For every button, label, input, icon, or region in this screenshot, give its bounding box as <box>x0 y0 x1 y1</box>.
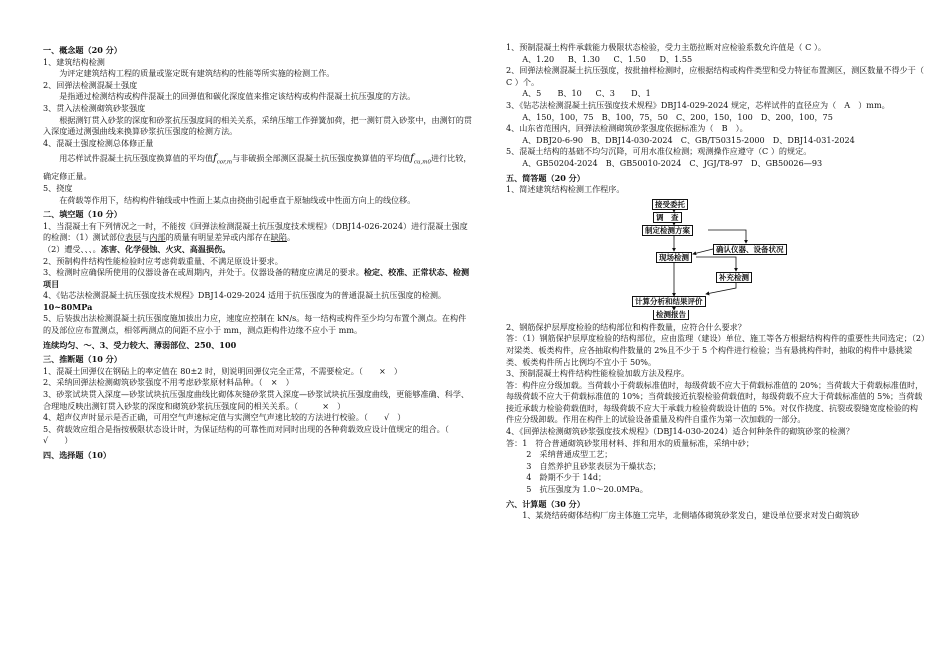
short-answer-2: 2、钢筋保护层厚度检验的结构部位和构件数量，应符合什么要求？ <box>506 321 746 332</box>
formula-f-cu: $f_{cu,m0}$ <box>410 153 431 166</box>
choice-4: 4、山东省范围内，回弹法检测砌筑砂浆强度依据标准为（ B ）。 <box>506 123 748 134</box>
short-answer-4-response-1: 答：1 符合普通砌筑砂浆用材料、拌和用水的质量标准，采纳中砂； <box>506 437 754 448</box>
fill-1-part-2: （2）遭受、、、。冻害、化学侵蚀、火灾、高温损伤。 <box>43 243 231 254</box>
fill-3: 3、检测时应确保所使用的仪器设备在或周期内，并处于。仪器设备的精度应满足的要求。检定、校准、正常状态、检测项目 <box>43 267 470 289</box>
concept-4-body: 用芯样试件混凝土抗压强度换算值的平均值$f_{cor,m}$与非破损全部测区混凝土抗压强度换算值的平均值$f_{cu,m0}$进行比较，确定修正量。 <box>43 153 472 181</box>
choice-5-options: A、GB50204-2024 B、GB50010-2024 C、JGJ/T8-97 D、GB50026—93 <box>522 157 823 168</box>
flow-step-supplementary-testing: 补充检测 <box>716 272 752 283</box>
flow-step-test-report: 检测报告 <box>653 310 689 320</box>
short-answer-2-response: 答：（1）钢筋保护层厚度检验的结构部位，应由监理（建设）单位、施工等各方根据结构构件的重要性共同选定；（2）对梁类、板类构件，应各抽取构件数量的 2%且不少于 5 个构件进行检验；当有悬挑构件时，抽取的构件中悬挑梁类、板类构件所占比例均不宜小于 50%。 <box>506 333 926 367</box>
flow-step-onsite-testing: 现场检测 <box>656 252 692 263</box>
fill-4-answer: 10~80MPa <box>43 301 93 312</box>
concept-5-body: 在荷载等作用下，结构构件轴线或中性面上某点由挠曲引起垂直于原轴线或中性面方向上的线位移。 <box>59 194 416 205</box>
concept-1-title: 1、建筑结构检测 <box>43 56 105 67</box>
short-answer-3: 3、预制混凝土构件结构性能检验加载方法及程序。 <box>506 368 690 379</box>
concept-4-title: 4、混凝土强度检测总体修正量 <box>43 137 154 148</box>
calc-question-1: 1、某烧结砖砌体结构厂房主体施工完毕，北侧墙体砌筑砂浆发白，建设单位要求对发白砌筑砂 <box>522 510 860 521</box>
choice-3-options: A、150，100，75 B、100，75，50 C、200，150，100 D、200，100，75 <box>522 111 833 122</box>
judge-3: 3、砂浆试块贯入深度—砂浆试块抗压强度曲线比砌体灰缝砂浆贯入深度—砂浆试块抗压强度曲线，更能够准确、科学、合理地反映出测钉贯入砂浆的深度和砌筑砂浆抗压强度间的相关关系。（ × ） <box>43 389 470 411</box>
concept-2-title: 2、回弹法检测混凝土强度 <box>43 79 138 90</box>
condition-item: 4 龄期不少于 14d； <box>526 472 607 483</box>
judge-1: 1、混凝土回弹仪在钢砧上的率定值在 80±2 时，则说明回弹仪完全正常，不需要检定。（ × ） <box>43 365 403 376</box>
right-column <box>506 42 926 522</box>
fill-5-answer: 连续均匀、～、3、受力较大、薄弱部位、250、100 <box>43 339 237 350</box>
concept-2-body: 是指通过检测结构或构件混凝土的回弹值和碳化深度值来推定该结构或构件混凝土抗压强度的方法。 <box>59 91 416 102</box>
fill-5: 5、后装拔出法检测混凝土抗压强度施加拔出力应，速度应控制在 kN/s。每一结构或构件至少均匀布置个测点。在构件的及部位应布置测点，相邻两测点的间距不应小于 mm，测点距构件边缘不应小于 mm。 <box>43 313 467 336</box>
left-column <box>43 42 473 462</box>
choice-1-options: A、1.20 B、1.30 C、1.50 D、1.55 <box>522 53 693 64</box>
choice-1: 1、预制混凝土构件承载能力极限状态检验，受力主筋拉断对应检验系数允许值是（ C ）。 <box>506 42 827 52</box>
choice-3: 3、《钻芯法检测混凝土抗压强度技术规程》DBJ14-029-2024 规定，芯样试件的直径应为（ A ）mm。 <box>506 99 890 110</box>
fill-1: 1、当混凝土有下列情况之一时，不能按《回弹法检测混凝土抗压强度技术规程》（DBJ14-026-2024）进行混凝土强度的检测：（1）测试部位表层与内部的质量有明显差异或内部存在缺陷。 <box>43 220 468 243</box>
condition-item: 3 自然养护且砂浆表层为干燥状态； <box>526 460 661 471</box>
concept-1-body: 为评定建筑结构工程的质量或鉴定既有建筑结构的性能等所实施的检测工作。 <box>59 68 335 79</box>
choice-4-options: A、DBJ20-6-90 B、DBJ14-030-2024 C、GB/T50315-2000 D、DBJ14-031-2024 <box>522 134 855 145</box>
judge-5: 5、荷载效应组合是指按极限状态设计时，为保证结构的可靠性而对同时出现的各种荷载效应设计值规定的组合。（ √ ） <box>43 423 465 446</box>
flow-step-confirm-equipment: 确认仪器、设备状况 <box>713 244 787 255</box>
judge-2: 2、采纳回弹法检测砌筑砂浆强度不用考虑砂浆原材料品种。（ × ） <box>43 377 294 388</box>
choice-5: 5、混凝土结构的基础不均匀沉降，可用水准仪检测；观测操作应遵守（C ）的规定。 <box>506 146 812 157</box>
condition-item: 5 抗压强度为 1.0～20.0MPa。 <box>526 484 648 495</box>
short-answer-3-response: 答：构件应分级加载。当荷载小于荷载标准值时，每级荷载不应大于荷载标准值的 20%；当荷载大于荷载标准值时，每级荷载不应大于荷载标准值的 10%；当荷载接近抗裂检验荷载值时，每级荷载不应大于荷载标准值的 5%；当荷载接近承载力检验荷载值时，每级荷载不应大于承载力检验荷载设计值的 5%。对仅作挠度、抗裂或裂缝宽度检验的构件应分级卸载。作用在构件上的试验设备重量及构件自重作为第一次加载的一部分。 <box>506 379 924 425</box>
short-answer-4: 4、《回弹法检测砌筑砂浆强度技术规程》（DBJ14-030-2024）适合何种条件的砌筑砂浆的检测？ <box>506 426 854 437</box>
fill-3-answer: 检定、校准、正常状态、检测项目 <box>43 267 470 289</box>
flow-step-accept-commission: 接受委托 <box>652 199 688 210</box>
section-3-title: 三、推断题（10 分） <box>43 354 122 365</box>
flowchart-connectors <box>506 198 926 320</box>
section-2-title: 二、填空题（10 分） <box>43 209 122 220</box>
section-6-title: 六、计算题（30 分） <box>506 498 585 509</box>
flow-step-investigation: 调 查 <box>653 212 682 223</box>
short-answer-4-conditions <box>506 449 926 495</box>
formula-f-cor: $f_{cor,m}$ <box>212 153 233 166</box>
section-4-title: 四、选择题（10） <box>43 450 111 461</box>
concept-5-title: 5、挠度 <box>43 182 73 193</box>
fill-2: 2、预制构件结构性能检验时应考虑荷载重量、不满足原设计要求。 <box>43 255 283 266</box>
fill-4: 4、《钻芯法检测混凝土抗压强度技术规程》DBJ14-029-2024 适用于抗压强度为的普通混凝土抗压强度的检测。10~80MPa <box>43 290 447 312</box>
choice-2-options: A、5 B、10 C、3 D、1 <box>522 88 651 99</box>
choice-2: 2、回弹法检测混凝土抗压强度，按批抽样检测时，应根据结构或构件类型和受力特征布置测区，测区数量不得少于（ C ）个。 <box>506 65 924 87</box>
flow-step-analysis-evaluation: 计算分析和结果评价 <box>632 296 706 307</box>
section-1-title: 一、概念题（20 分） <box>43 45 122 55</box>
procedure-flowchart <box>506 198 926 320</box>
condition-item: 2 采纳普通成型工艺； <box>526 449 613 460</box>
short-answer-1: 1、简述建筑结构检测工作程序。 <box>506 184 625 195</box>
judge-4: 4、超声仪声时显示是否正确，可用空气声速标定值与实测空气声速比较的方法进行校验。（ √ ） <box>43 412 406 423</box>
concept-3-body: 根据测钉贯入砂浆的深度和砂浆抗压强度间的相关关系，采纳压缩工作弹簧加荷，把一测钉贯入砂浆中，由测钉的贯入深度通过测强曲线来换算砂浆抗压强度的检测方法。 <box>43 114 472 137</box>
fill-1-answer: 冻害、化学侵蚀、火灾、高温损伤。 <box>100 243 231 254</box>
section-5-title: 五、简答题（20 分） <box>506 172 585 183</box>
concept-3-title: 3、贯入法检测砌筑砂浆强度 <box>43 102 146 113</box>
flow-step-make-plan: 制定检测方案 <box>642 225 693 236</box>
